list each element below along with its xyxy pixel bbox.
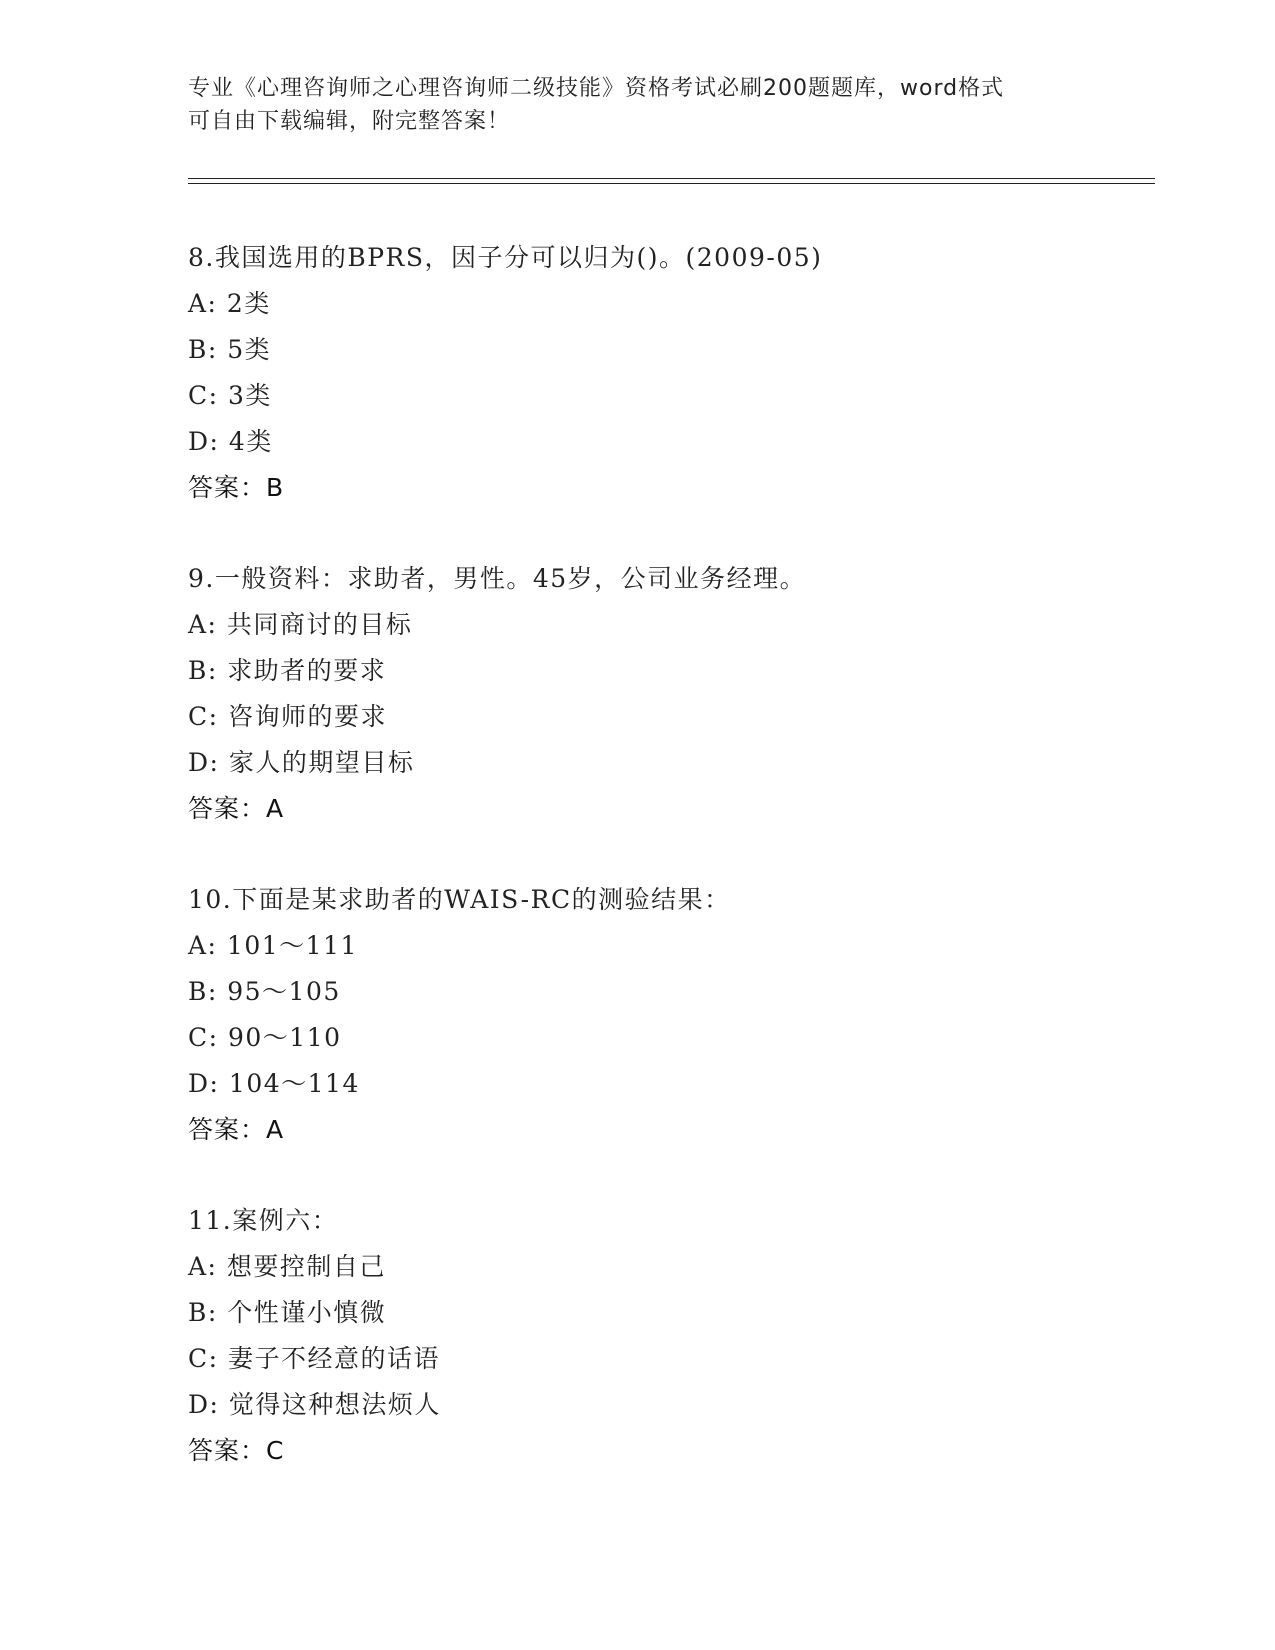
option-b: B: 求助者的要求 xyxy=(188,656,387,685)
header-line-2: 可自由下载编辑，附完整答案！ xyxy=(188,109,511,134)
answer-label: 答案：A xyxy=(188,794,285,823)
option-a: A: 共同商讨的目标 xyxy=(188,610,413,639)
answer-label: 答案：C xyxy=(188,1436,285,1465)
option-d: D: 觉得这种想法烦人 xyxy=(188,1390,441,1419)
question-stem: 8.我国选用的BPRS，因子分可以归为()。(2009-05) xyxy=(188,243,823,272)
option-d: D: 4类 xyxy=(188,427,273,456)
option-c: C: 3类 xyxy=(188,381,272,410)
answer-label: 答案：A xyxy=(188,1115,285,1144)
question-11 xyxy=(188,1198,1148,1474)
option-c: C: 咨询师的要求 xyxy=(188,702,387,731)
question-10 xyxy=(188,877,1148,1153)
answer-label: 答案：B xyxy=(188,473,285,502)
option-b: B: 个性谨小慎微 xyxy=(188,1298,387,1327)
header-line-1: 专业《心理咨询师之心理咨询师二级技能》资格考试必刷200题题库，word格式 xyxy=(188,76,1005,101)
option-a: A: 2类 xyxy=(188,289,271,318)
question-stem: 11.案例六： xyxy=(188,1206,339,1235)
option-a: A: 101～111 xyxy=(188,931,358,960)
option-b: B: 95～105 xyxy=(188,977,341,1006)
option-d: D: 家人的期望目标 xyxy=(188,748,415,777)
question-9 xyxy=(188,556,1148,832)
header-divider-top xyxy=(188,178,1155,179)
document-header xyxy=(188,72,1088,138)
question-8 xyxy=(188,235,1148,511)
option-b: B: 5类 xyxy=(188,335,272,364)
option-c: C: 90～110 xyxy=(188,1023,342,1052)
option-a: A: 想要控制自己 xyxy=(188,1252,386,1281)
header-divider-bottom xyxy=(188,183,1155,184)
option-c: C: 妻子不经意的话语 xyxy=(188,1344,440,1373)
option-d: D: 104～114 xyxy=(188,1069,360,1098)
question-stem: 10.下面是某求助者的WAIS-RC的测验结果： xyxy=(188,885,731,914)
question-stem: 9.一般资料：求助者，男性。45岁，公司业务经理。 xyxy=(188,564,807,593)
